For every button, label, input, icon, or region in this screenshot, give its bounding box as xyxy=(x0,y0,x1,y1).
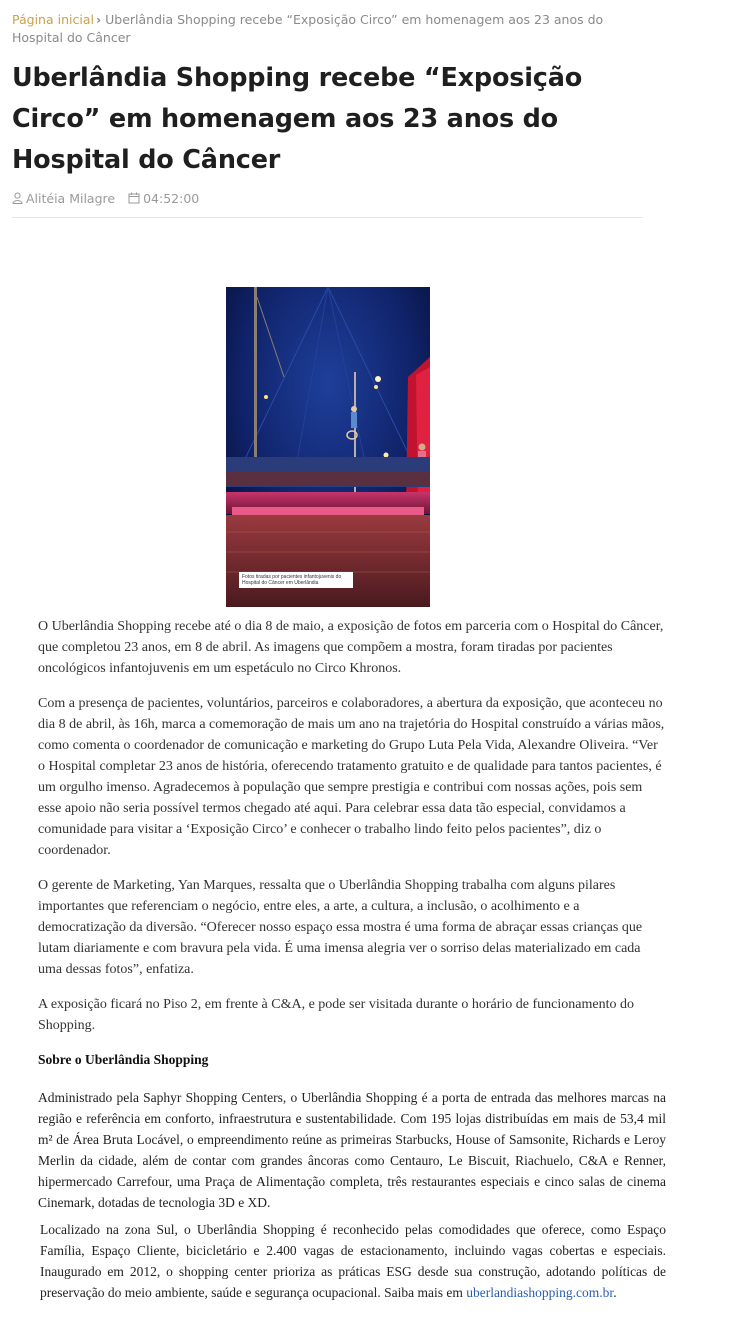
calendar-icon xyxy=(128,192,140,204)
article-paragraph: A exposição ficará no Piso 2, em frente à C&A, e pode ser visitada durante o horário de funcionamento do Shopping. xyxy=(38,997,634,1033)
about-heading: Sobre o Uberlândia Shopping xyxy=(38,1052,209,1067)
author-name[interactable]: Alitéia Milagre xyxy=(26,190,116,206)
article-paragraph: Com a presença de pacientes, voluntários, parceiros e colaboradores, a abertura da exposição, que aconteceu no dia 8 de abril, às 16h, marca a comemoração de mais um ano na trajetória do Hospital construído a várias mãos, como comenta o coordenador de comunicação e marketing do Grupo Luta Pela Vida, Alexandre Oliveira. “Ver o Hospital completar 23 anos de história, oferecendo tratamento gratuito e de qualidade para tantos pacientes, é um orgulho imenso. Agradecemos à população que sempre prestigia e contribui com nossas ações, pois sem esse apoio não seria possível termos chegado até aqui. Para celebrar essa data tão especial, convidamos a comunidade para visitar a ‘Exposição Circo’ e conhecer o trabalho lindo feito pelos pacientes”, diz o coordenador. xyxy=(38,696,665,858)
time-info xyxy=(128,191,199,206)
meta-divider xyxy=(12,217,643,218)
photo-caption: Fotos tiradas por pacientes infantojuvenis do Hospital do Câncer em Uberlândia xyxy=(239,572,353,588)
breadcrumb-home-link[interactable]: Página inicial xyxy=(12,12,94,27)
breadcrumb xyxy=(12,11,652,47)
publish-time: 04:52:00 xyxy=(143,190,200,206)
about-paragraph-location xyxy=(40,1219,666,1303)
article-body xyxy=(38,616,666,1317)
about-paragraph-end: . xyxy=(613,1285,617,1300)
user-icon xyxy=(12,192,23,204)
author-info xyxy=(12,191,115,206)
article-paragraph: O gerente de Marketing, Yan Marques, ressalta que o Uberlândia Shopping trabalha com alguns pilares importantes que referenciam o negócio, entre eles, a arte, a cultura, a inclusão, o acolhimento e a democratização da diversão. “Oferecer nosso espaço essa mostra é uma forma de abraçar essas crianças que lutam diariamente e com bravura pela vida. É uma imensa alegria ver o sorriso delas materializado em cada uma dessas fotos”, enfatiza. xyxy=(38,878,643,977)
article-paragraph: O Uberlândia Shopping recebe até o dia 8 de maio, a exposição de fotos em parceria com o Hospital do Câncer, que completou 23 anos, em 8 de abril. As imagens que compõem a mostra, foram tiradas por pacientes oncológicos infantojuvenis em um espetáculo no Circo Khronos. xyxy=(38,619,664,676)
chevron-right-icon: › xyxy=(95,12,102,27)
breadcrumb-current: Uberlândia Shopping recebe “Exposição Circo” em homenagem aos 23 anos do Hospital do Câncer xyxy=(12,12,604,45)
article-title: Uberlândia Shopping recebe “Exposição Circo” em homenagem aos 23 anos do Hospital do Câncer xyxy=(12,63,583,175)
about-paragraph-text: Localizado na zona Sul, o Uberlândia Shopping é reconhecido pelas comodidades que oferece, como Espaço Família, Espaço Cliente, bicicletário e 2.400 vagas de estacionamento, incluindo vagas cobertas e especiais. Inaugurado em 2012, o shopping center prioriza as práticas ESG desde sua construção, adotando políticas de preservação do meio ambiente, saúde e segurança ocupacional. Saiba mais em xyxy=(40,1222,666,1300)
circus-photo-illustration xyxy=(226,287,430,607)
article-photo xyxy=(226,287,430,607)
about-paragraph: Administrado pela Saphyr Shopping Centers, o Uberlândia Shopping é a porta de entrada das melhores marcas na região e referência em conforto, infraestrutura e sustentabilidade. Com 195 lojas distribuídas em mais de 53,4 mil m² de Área Bruta Locável, o empreendimento reúne as primeiras Starbucks, House of Samsonite, Richards e Leroy Merlin da cidade, além de contar com grandes âncoras como Centauro, Le Biscuit, Riachuelo, C&A e Renner, hipermercado Carrefour, uma Praça de Alimentação completa, três restaurantes especiais e cinco salas de cinema Cinemark, dotadas de tecnologia 3D e XD. xyxy=(38,1090,666,1210)
website-link[interactable]: uberlandiashopping.com.br xyxy=(466,1285,614,1300)
article-meta xyxy=(12,189,642,207)
